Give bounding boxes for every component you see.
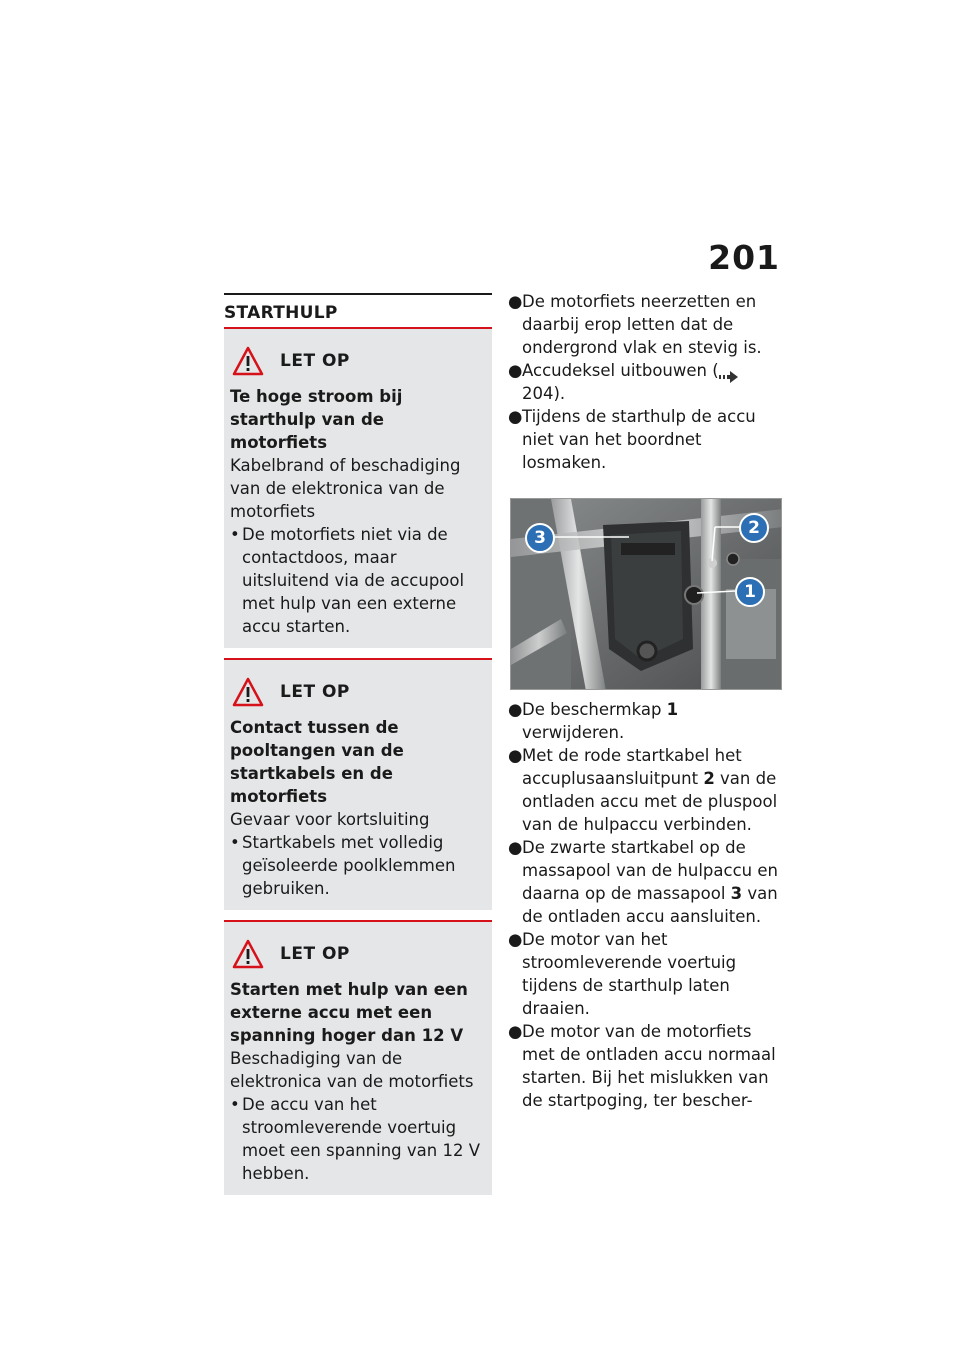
step-bullet-icon: ● [508, 746, 523, 765]
step-text: De motorfiets neerzetten en daarbij erop letten dat de ondergrond vlak en stevig is. [522, 292, 762, 357]
warning-text: Beschadiging van de elektronica van de motorfiets [230, 1049, 474, 1091]
step-text: van de ontladen accu aansluiten. [522, 884, 778, 926]
battery-photo [510, 498, 782, 690]
step-bullet-icon: ● [508, 930, 523, 949]
step-text: ). [553, 384, 566, 403]
step-bullet-icon: ● [508, 700, 523, 719]
warning-label: LET OP [280, 944, 350, 964]
warning-bullet [230, 1093, 486, 1185]
step-item [508, 698, 782, 744]
step-text: De motor van de motorfiets met de ontladen accu normaal starten. Bij het mislukken van de startpoging, ter bescher- [522, 1022, 776, 1110]
warning-title: Contact tussen de pooltangen van de startkabels en de motorfiets [230, 718, 404, 806]
warning-label: LET OP [280, 351, 350, 371]
callout-1: 1 [735, 577, 765, 607]
step-bullet-icon: ● [508, 407, 523, 426]
bullet-dot: • [230, 525, 240, 544]
bullet-dot: • [230, 1095, 240, 1114]
warning-title: Te hoge stroom bij starthulp van de motorfiets [230, 387, 403, 452]
step-text: Accudeksel uitbouwen ( [522, 361, 719, 380]
step-item [508, 744, 782, 836]
step-bullet-icon: ● [508, 361, 523, 380]
step-bullet-icon: ● [508, 1022, 523, 1041]
right-column [508, 290, 782, 1112]
step-item [508, 290, 782, 359]
callout-2: 2 [739, 513, 769, 543]
warning-bullet [230, 831, 486, 900]
warning-box-3 [224, 920, 492, 1195]
page-number: 201 [708, 238, 780, 277]
step-ref-number: 3 [730, 884, 743, 903]
step-item [508, 928, 782, 1020]
page-reference-link[interactable]: 204 [522, 384, 554, 403]
step-item [508, 359, 782, 405]
warning-label: LET OP [280, 682, 350, 702]
page-reference-arrow-icon [719, 366, 739, 378]
warning-bullet-text: De accu van het stroomleverende voertuig moet een spanning van 12 V hebben. [242, 1095, 481, 1183]
step-bullet-icon: ● [508, 292, 523, 311]
step-text: De motor van het stroomleverende voertuig tijdens de starthulp laten draaien. [522, 930, 737, 1018]
step-text: De zwarte startkabel op de massapool van de hulpaccu en daarna op de massapool [522, 838, 778, 903]
warning-bullet-text: Startkabels met volledig geïsoleerde poolklemmen gebruiken. [242, 833, 456, 898]
left-column [224, 293, 492, 1195]
step-text: verwijderen. [522, 723, 625, 742]
warning-triangle-icon [232, 346, 264, 376]
section-header [224, 293, 492, 327]
step-text: Tijdens de starthulp de accu niet van het boordnet losmaken. [522, 407, 756, 472]
step-ref-number: 1 [666, 700, 679, 719]
step-text: van de ontladen accu met de pluspool van de hulpaccu verbinden. [522, 769, 778, 834]
warning-box-2 [224, 658, 492, 910]
step-item [508, 836, 782, 928]
step-bullet-icon: ● [508, 838, 523, 857]
section-title: STARTHULP [224, 303, 338, 323]
step-item [508, 405, 782, 474]
bullet-dot: • [230, 833, 240, 852]
step-ref-number: 2 [703, 769, 715, 788]
warning-triangle-icon [232, 939, 264, 969]
step-item [508, 1020, 782, 1112]
warning-text: Kabelbrand of beschadiging van de elektronica van de motorfiets [230, 456, 461, 521]
warning-bullet-text: De motorfiets niet via de contactdoos, maar uitsluitend via de accupool met hulp van een externe accu starten. [242, 525, 465, 636]
warning-title: Starten met hulp van een externe accu met een spanning hoger dan 12 V [230, 980, 468, 1045]
warning-box-1 [224, 327, 492, 648]
warning-text: Gevaar voor kortsluiting [230, 810, 430, 829]
step-text: De beschermkap [522, 700, 667, 719]
step-text: Met de rode startkabel het accuplusaansluitpunt [522, 746, 742, 788]
callout-3: 3 [525, 523, 555, 553]
warning-bullet [230, 523, 486, 638]
warning-triangle-icon [232, 677, 264, 707]
